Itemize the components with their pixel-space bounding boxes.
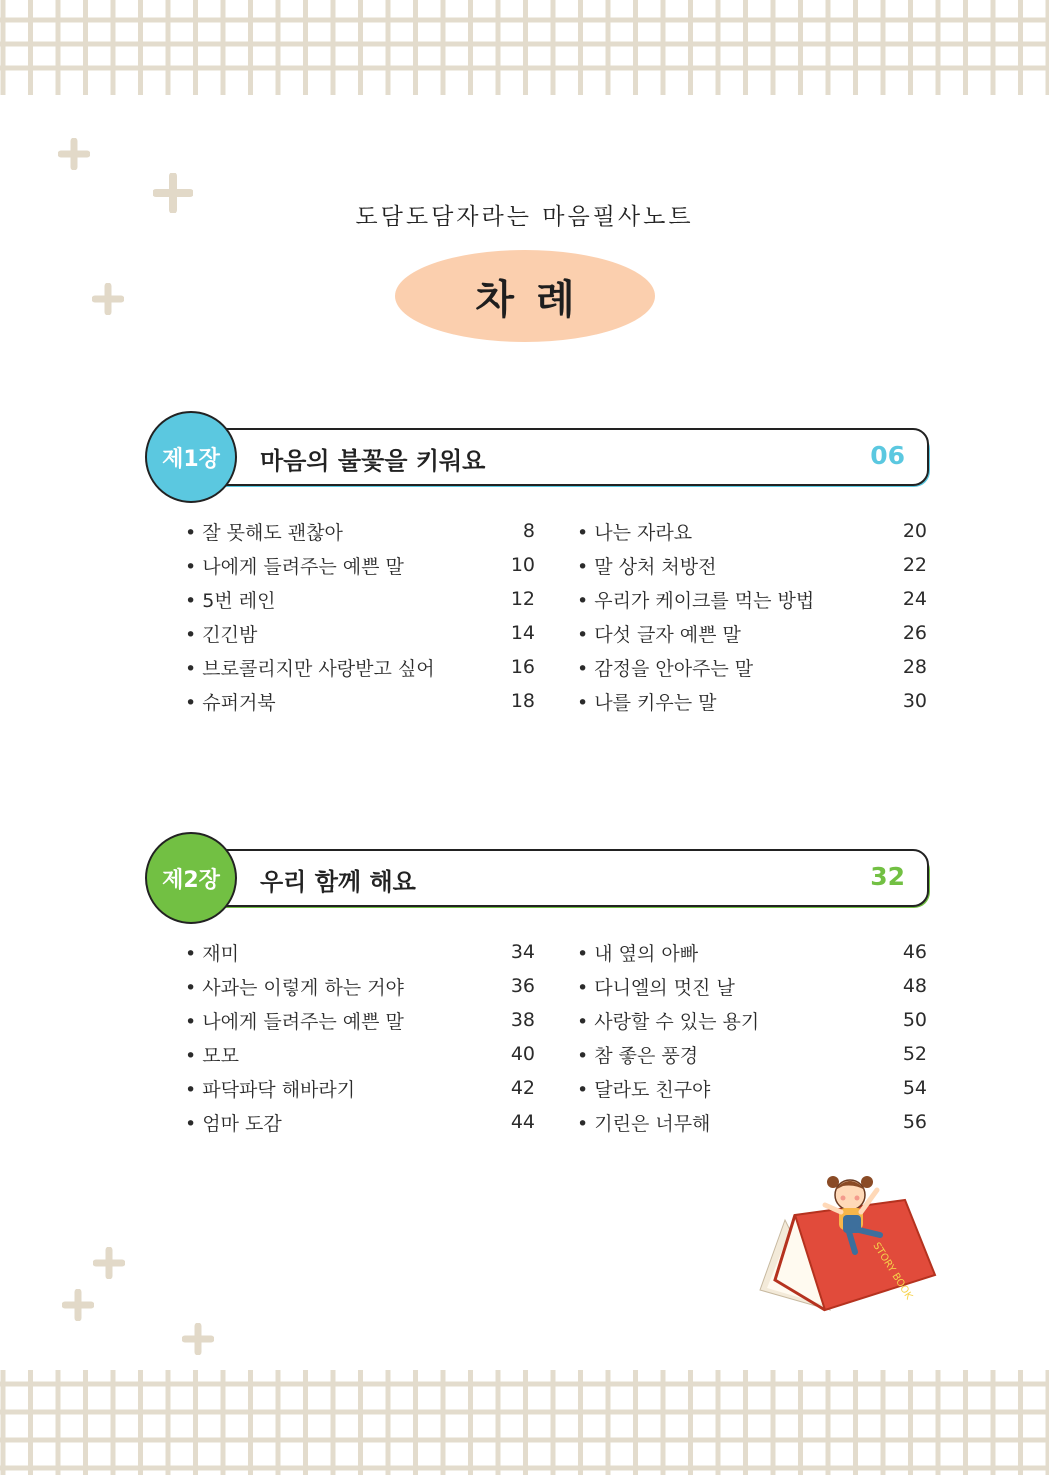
toc-entry-label: • 달라도 친구야 bbox=[577, 1075, 710, 1102]
toc-entry-label: • 참 좋은 풍경 bbox=[577, 1041, 698, 1068]
toc-entry[interactable] bbox=[185, 1105, 535, 1139]
toc-entry-label: • 모모 bbox=[185, 1041, 239, 1068]
toc-entry-page: 30 bbox=[902, 690, 927, 712]
toc-entry-label: • 슈퍼거북 bbox=[185, 688, 276, 715]
toc-entry-page: 42 bbox=[510, 1077, 535, 1099]
toc-entry-page: 36 bbox=[510, 975, 535, 997]
toc-entry[interactable] bbox=[577, 935, 927, 969]
toc-entry-page: 22 bbox=[902, 554, 927, 576]
toc-entry[interactable] bbox=[577, 1003, 927, 1037]
toc-entry-page: 50 bbox=[902, 1009, 927, 1031]
toc-entry[interactable] bbox=[577, 582, 927, 616]
toc-entry-page: 34 bbox=[510, 941, 535, 963]
toc-entry-label: • 긴긴밤 bbox=[185, 620, 257, 647]
girl-on-storybook-illustration bbox=[755, 1160, 945, 1320]
toc-entry-page: 38 bbox=[510, 1009, 535, 1031]
toc-entry-page: 18 bbox=[510, 690, 535, 712]
chapter-2-page: 32 bbox=[870, 862, 905, 891]
toc-entry[interactable] bbox=[185, 684, 535, 718]
top-grid-decoration bbox=[0, 0, 1049, 95]
toc-entry[interactable] bbox=[185, 1003, 535, 1037]
chapter-1-list-right bbox=[577, 514, 927, 718]
toc-entry-label: • 사과는 이렇게 하는 거야 bbox=[185, 973, 404, 1000]
plus-icon bbox=[58, 138, 90, 170]
book-subtitle: 도담도담자라는 마음필사노트 bbox=[355, 204, 694, 230]
toc-entry[interactable] bbox=[185, 616, 535, 650]
toc-entry[interactable] bbox=[577, 969, 927, 1003]
toc-entry-page: 24 bbox=[902, 588, 927, 610]
chapter-1-badge: 제1장 bbox=[145, 411, 237, 503]
toc-entry-label: • 브로콜리지만 사랑받고 싶어 bbox=[185, 654, 435, 681]
chapter-1-list-left bbox=[185, 514, 535, 718]
toc-entry[interactable] bbox=[185, 582, 535, 616]
toc-entry[interactable] bbox=[577, 548, 927, 582]
toc-entry[interactable] bbox=[185, 969, 535, 1003]
toc-entry-page: 28 bbox=[902, 656, 927, 678]
toc-entry[interactable] bbox=[577, 1037, 927, 1071]
toc-entry-label: • 말 상처 처방전 bbox=[577, 552, 716, 579]
plus-icon bbox=[92, 283, 124, 315]
toc-entry-label: • 나를 키우는 말 bbox=[577, 688, 716, 715]
toc-entry-page: 12 bbox=[510, 588, 535, 610]
toc-entry-label: • 기린은 너무해 bbox=[577, 1109, 710, 1136]
toc-entry-page: 54 bbox=[902, 1077, 927, 1099]
chapter-2-list-left bbox=[185, 935, 535, 1139]
chapter-1-page: 06 bbox=[870, 441, 905, 470]
chapter-2-title: 우리 함께 해요 bbox=[260, 868, 416, 896]
toc-entry[interactable] bbox=[577, 684, 927, 718]
toc-entry[interactable] bbox=[577, 1071, 927, 1105]
toc-entry-page: 8 bbox=[522, 520, 535, 542]
toc-entry-label: • 사랑할 수 있는 용기 bbox=[577, 1007, 759, 1034]
toc-entry-page: 46 bbox=[902, 941, 927, 963]
toc-entry-page: 14 bbox=[510, 622, 535, 644]
toc-entry-label: • 나에게 들려주는 예쁜 말 bbox=[185, 1007, 404, 1034]
toc-entry[interactable] bbox=[577, 650, 927, 684]
toc-entry[interactable] bbox=[577, 1105, 927, 1139]
toc-entry-page: 16 bbox=[510, 656, 535, 678]
toc-entry-page: 40 bbox=[510, 1043, 535, 1065]
toc-entry[interactable] bbox=[185, 935, 535, 969]
plus-icon bbox=[182, 1323, 214, 1355]
toc-entry-label: • 다니엘의 멋진 날 bbox=[577, 973, 735, 1000]
chapter-2-list-right bbox=[577, 935, 927, 1139]
toc-entry[interactable] bbox=[185, 1071, 535, 1105]
toc-entry[interactable] bbox=[185, 1037, 535, 1071]
toc-entry-page: 10 bbox=[510, 554, 535, 576]
toc-entry[interactable] bbox=[577, 616, 927, 650]
toc-entry-label: • 감정을 안아주는 말 bbox=[577, 654, 753, 681]
toc-title: 차례 bbox=[475, 276, 597, 323]
toc-entry-label: • 파닥파닥 해바라기 bbox=[185, 1075, 355, 1102]
chapter-1-title: 마음의 불꽃을 키워요 bbox=[260, 447, 486, 475]
toc-entry[interactable] bbox=[185, 548, 535, 582]
toc-entry-label: • 다섯 글자 예쁜 말 bbox=[577, 620, 741, 647]
bottom-grid-decoration bbox=[0, 1370, 1049, 1475]
toc-entry-label: • 5번 레인 bbox=[185, 586, 275, 613]
toc-entry-page: 56 bbox=[902, 1111, 927, 1133]
book-cover-text: STORY BOOK bbox=[870, 1240, 915, 1302]
toc-entry-page: 44 bbox=[510, 1111, 535, 1133]
toc-entry-label: • 나에게 들려주는 예쁜 말 bbox=[185, 552, 404, 579]
toc-entry[interactable] bbox=[577, 514, 927, 548]
toc-entry-label: • 엄마 도감 bbox=[185, 1109, 282, 1136]
toc-entry-label: • 재미 bbox=[185, 939, 239, 966]
toc-entry-page: 20 bbox=[902, 520, 927, 542]
toc-entry-label: • 내 옆의 아빠 bbox=[577, 939, 698, 966]
toc-entry-page: 48 bbox=[902, 975, 927, 997]
toc-entry[interactable] bbox=[185, 514, 535, 548]
toc-entry[interactable] bbox=[185, 650, 535, 684]
toc-title-badge bbox=[395, 250, 655, 342]
plus-icon bbox=[62, 1289, 94, 1321]
toc-entry-label: • 우리가 케이크를 먹는 방법 bbox=[577, 586, 814, 613]
toc-entry-page: 26 bbox=[902, 622, 927, 644]
toc-entry-page: 52 bbox=[902, 1043, 927, 1065]
toc-entry-label: • 나는 자라요 bbox=[577, 518, 692, 545]
chapter-2-badge: 제2장 bbox=[145, 832, 237, 924]
plus-icon bbox=[93, 1247, 125, 1279]
toc-entry-label: • 잘 못해도 괜찮아 bbox=[185, 518, 343, 545]
